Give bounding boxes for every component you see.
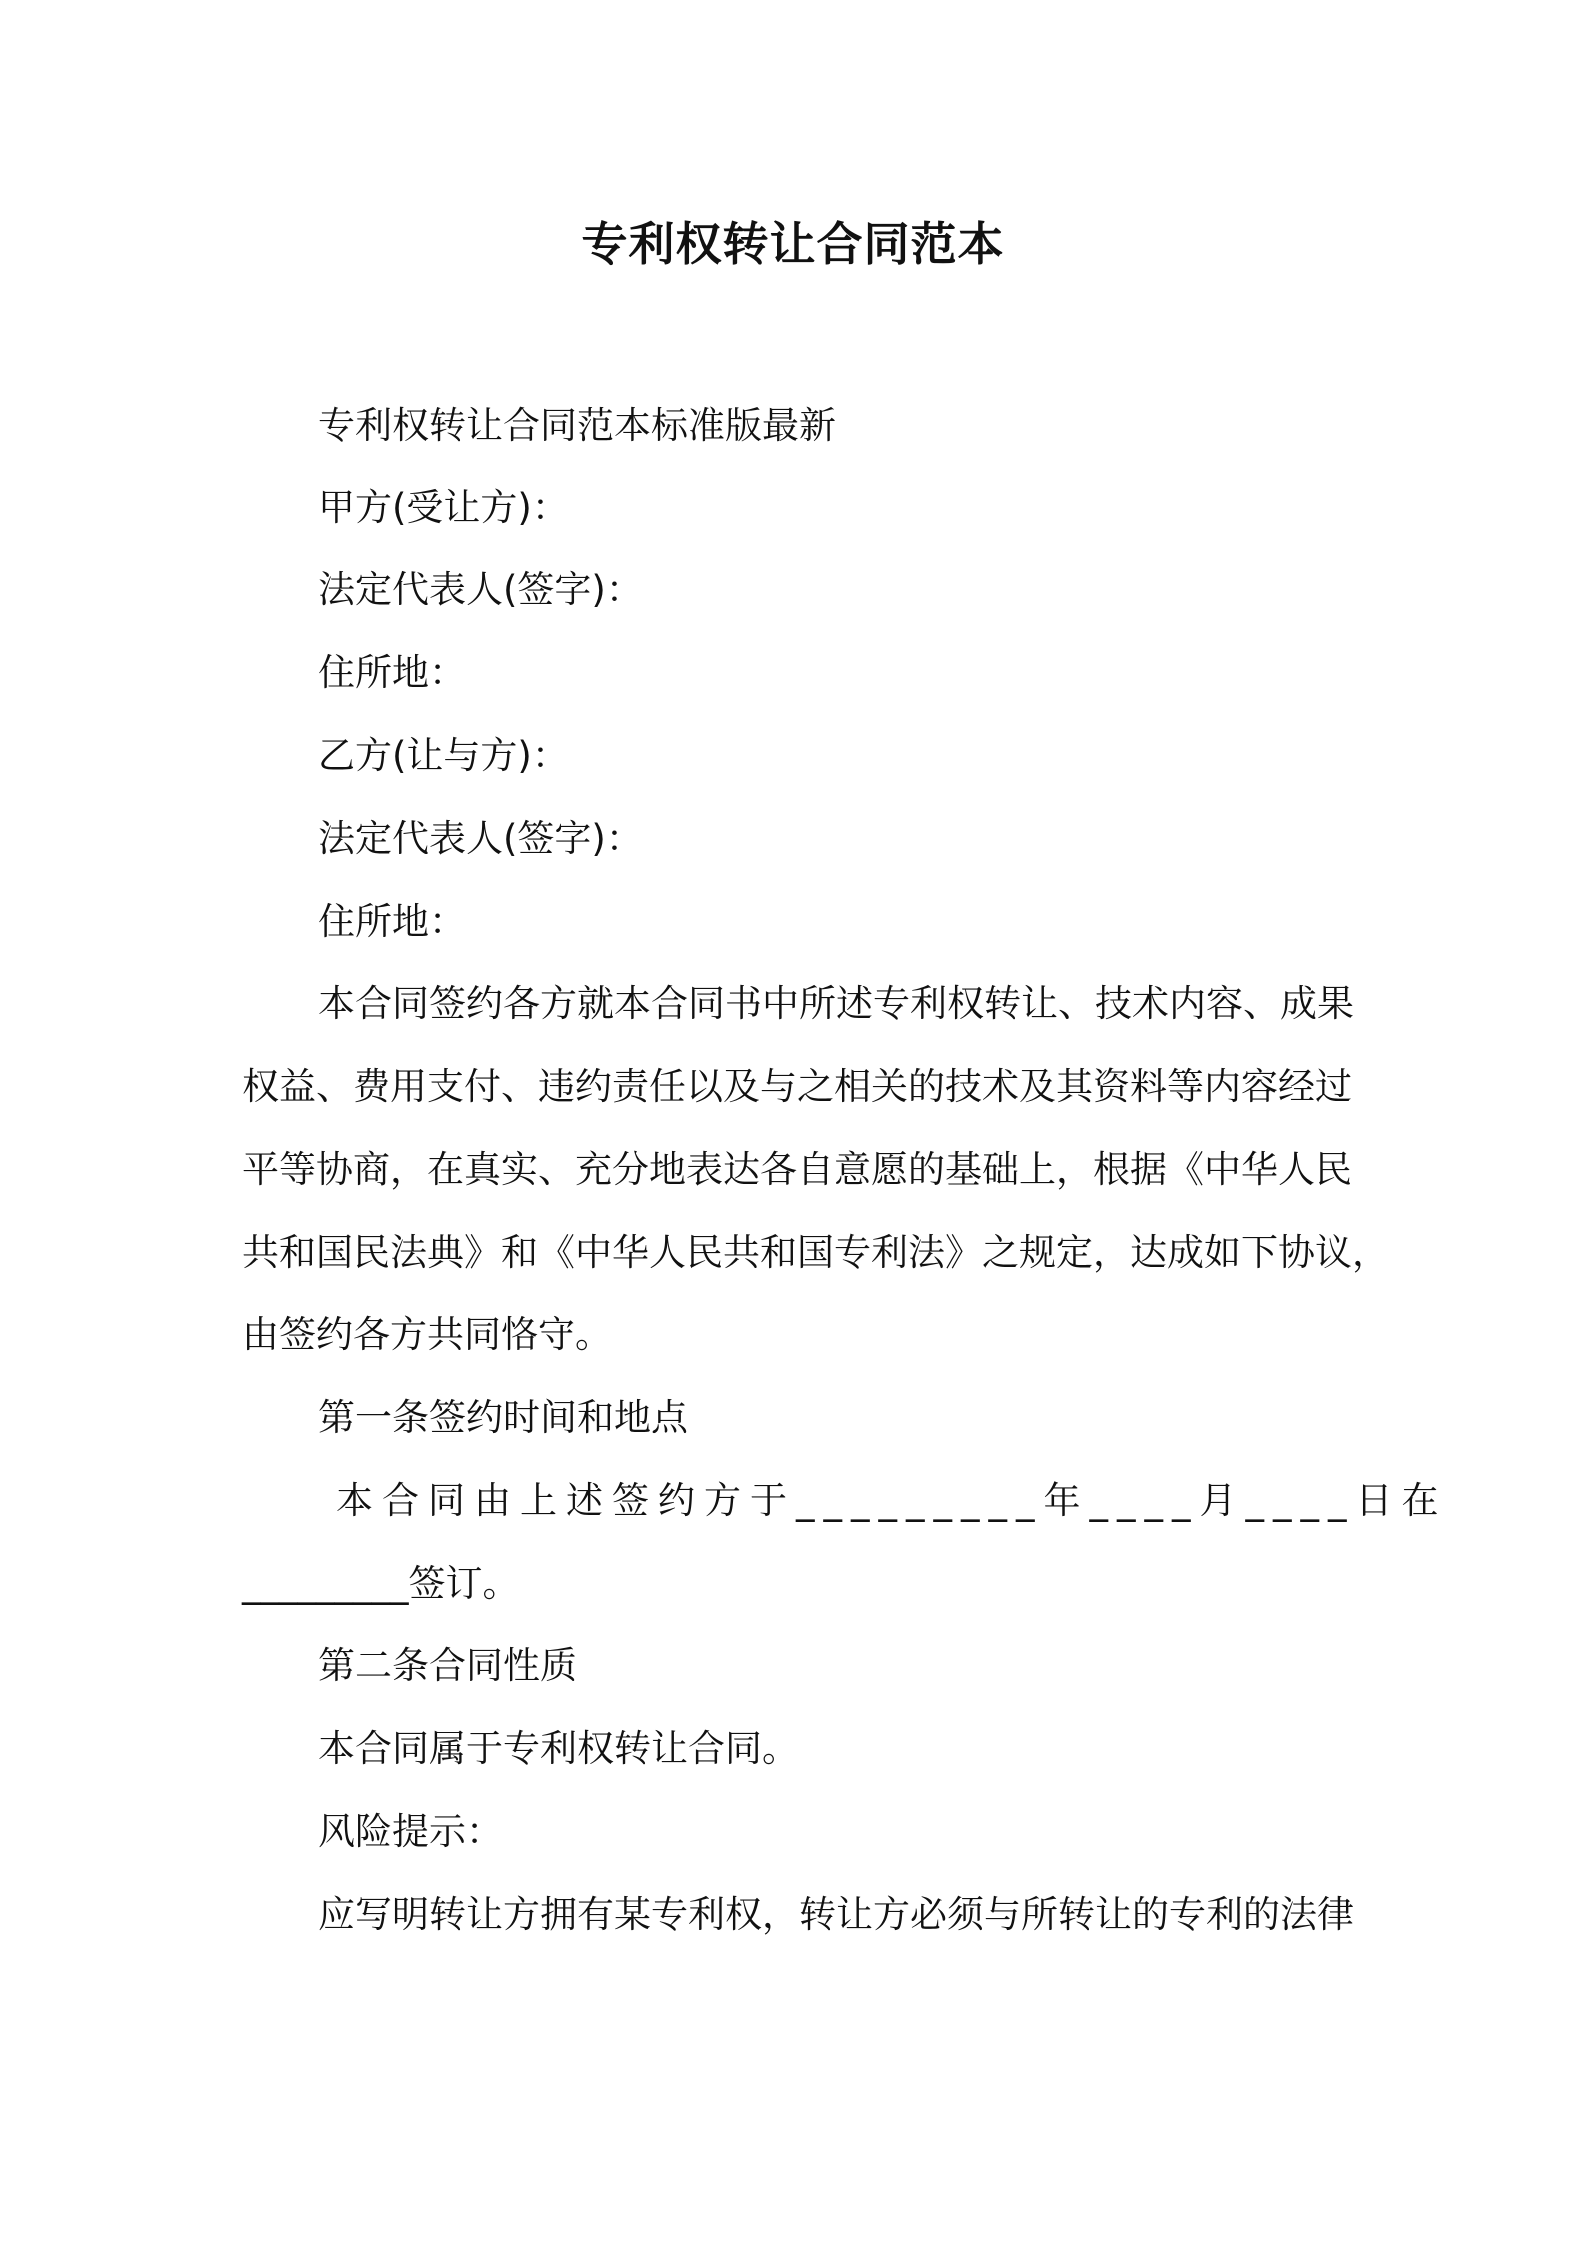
party-b-representative-label: 法定代表人(签字)： bbox=[318, 817, 643, 860]
preamble-line: 由签约各方共同恪守。 bbox=[242, 1313, 612, 1356]
party-a-address-label: 住所地： bbox=[318, 651, 466, 694]
preamble-line: 本合同签约各方就本合同书中所述专利权转让、技术内容、成果 bbox=[318, 982, 1354, 1025]
article-2-text: 本合同属于专利权转让合同。 bbox=[318, 1727, 799, 1770]
article-2-title: 第二条合同性质 bbox=[318, 1644, 577, 1687]
party-b-label: 乙方(让与方)： bbox=[318, 734, 569, 777]
document-subtitle: 专利权转让合同范本标准版最新 bbox=[318, 404, 836, 447]
party-b-address-label: 住所地： bbox=[318, 900, 466, 943]
article-1-text-line: 本合同由上述签约方于_________年____月____日在 bbox=[336, 1479, 1448, 1522]
party-a-label: 甲方(受让方)： bbox=[318, 486, 569, 529]
document-title: 专利权转让合同范本 bbox=[581, 217, 1005, 271]
risk-text: 应写明转让方拥有某专利权，转让方必须与所转让的专利的法律 bbox=[318, 1893, 1354, 1936]
preamble-line: 共和国民法典》和《中华人民共和国专利法》之规定，达成如下协议， bbox=[242, 1231, 1389, 1274]
risk-title: 风险提示： bbox=[318, 1810, 503, 1853]
article-1-text-line: _________签订。 bbox=[242, 1562, 520, 1605]
party-a-representative-label: 法定代表人(签字)： bbox=[318, 568, 643, 611]
preamble-line: 权益、费用支付、违约责任以及与之相关的技术及其资料等内容经过 bbox=[242, 1065, 1352, 1108]
article-1-title: 第一条签约时间和地点 bbox=[318, 1396, 688, 1439]
preamble-line: 平等协商，在真实、充分地表达各自意愿的基础上，根据《中华人民 bbox=[242, 1148, 1352, 1191]
